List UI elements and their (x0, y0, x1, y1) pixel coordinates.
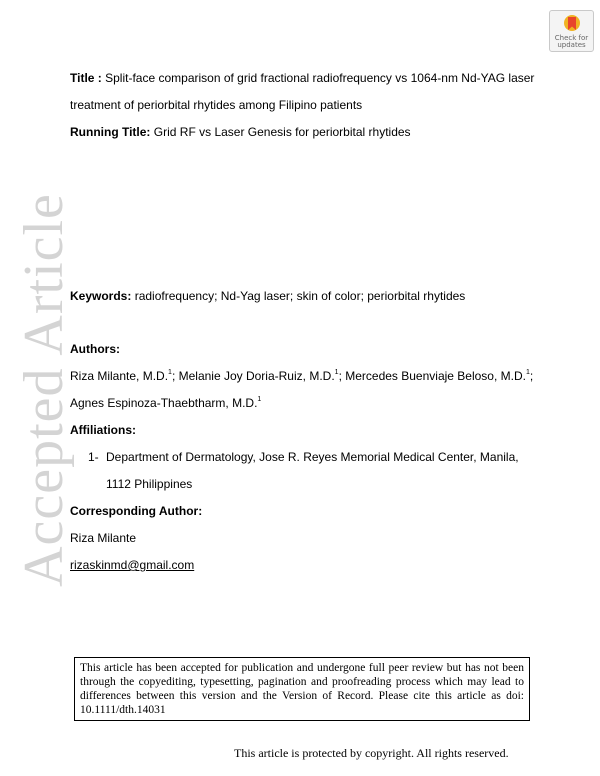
affiliation-sup: 1 (168, 369, 172, 376)
keywords-label: Keywords: (70, 289, 132, 303)
title-label: Title : (70, 71, 102, 85)
acceptance-notice: This article has been accepted for publication and undergone full peer review but has not been through the copyediting, typesetting, pagination and proofreading process which may lead to differences between this version and the Version of Record. Please cite this article as doi: 10.1111/dth.14031 (74, 657, 530, 721)
author-separator: ; (529, 369, 534, 383)
author-1: Riza Milante, M.D. (70, 369, 169, 383)
running-title-text: Grid RF vs Laser Genesis for periorbital rhytides (153, 125, 411, 139)
check-for-updates-badge[interactable] (549, 10, 594, 52)
title-line (70, 71, 534, 85)
corresponding-name: Riza Milante (70, 531, 137, 545)
running-title (70, 125, 411, 139)
affiliation-line-1: Department of Dermatology, Jose R. Reyes Memorial Medical Center, Manila, (106, 450, 519, 464)
author-4: Agnes Espinoza-Thaebtharm, M.D. (70, 396, 258, 410)
running-title-label: Running Title: (70, 125, 151, 139)
title-text: Split-face comparison of grid fractional radiofrequency vs 1064-nm Nd-YAG laser (105, 71, 535, 85)
accepted-article-watermark: Accepted Article (13, 193, 75, 587)
authors-line-1 (70, 369, 533, 383)
corresponding-heading: Corresponding Author: (70, 504, 203, 518)
affiliation-sup: 1 (334, 369, 339, 376)
copyright-footer: This article is protected by copyright. All rights reserved. (234, 746, 509, 760)
email-link[interactable]: rizaskinmd@gmail.com (70, 558, 195, 572)
author-2: ; Melanie Joy Doria-Ruiz, M.D. (171, 369, 335, 383)
affiliations-heading: Affiliations: (70, 423, 136, 437)
keywords-text: radiofrequency; Nd-Yag laser; skin of color; periorbital rhytides (134, 289, 466, 303)
badge-label: Check for updates (554, 34, 589, 49)
affiliation-line-2: 1112 Philippines (106, 477, 193, 491)
author-3: ; Mercedes Buenviaje Beloso, M.D. (338, 369, 526, 383)
affiliation-number: 1- (88, 450, 99, 464)
affiliation-sup: 1 (257, 396, 262, 403)
authors-heading: Authors: (70, 342, 120, 356)
title-line-2: treatment of periorbital rhytides among Filipino patients (70, 98, 363, 112)
authors-line-2 (70, 396, 261, 410)
bookmark-icon (563, 14, 581, 34)
keywords (70, 289, 465, 303)
affiliation-sup: 1 (525, 369, 530, 376)
